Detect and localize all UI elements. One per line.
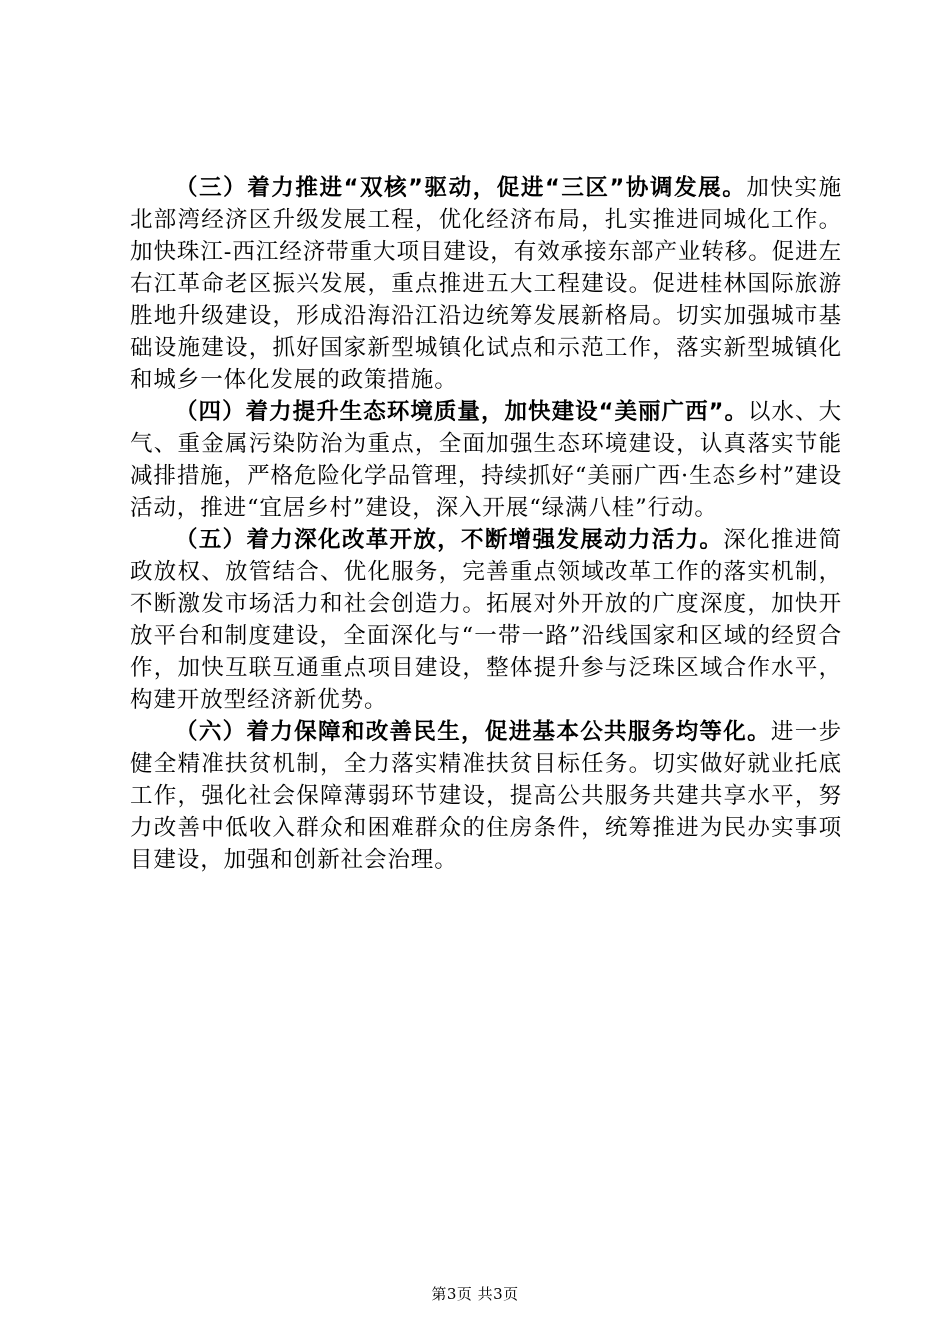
paragraph-section-5 <box>130 524 842 716</box>
section-heading: （四）着力提升生态环境质量，加快建设“美丽广西”。 <box>175 399 748 425</box>
section-heading: （五）着力深化改革开放，不断增强发展动力活力。 <box>175 527 724 553</box>
page-number-footer: 第3页 共3页 <box>431 1285 519 1303</box>
paragraph-section-3 <box>130 172 842 396</box>
section-heading: （三）着力推进“双核”驱动，促进“三区”协调发展。 <box>175 175 747 201</box>
section-body: 加快实施北部湾经济区升级发展工程，优化经济布局，扎实推进同城化工作。加快珠江-西江经济带重大项目建设，有效承接东部产业转移。促进左右江革命老区振兴发展，重点推进五大工程建设。促进桂林国际旅游胜地升级建设，形成沿海沿江沿边统筹发展新格局。切实加强城市基础设施建设，抓好国家新型城镇化试点和示范工作，落实新型城镇化和城乡一体化发展的政策措施。 <box>130 175 842 393</box>
document-body <box>130 172 842 876</box>
section-body: 深化推进简政放权、放管结合、优化服务，完善重点领域改革工作的落实机制，不断激发市场活力和社会创造力。拓展对外开放的广度深度，加快开放平台和制度建设，全面深化与“一带一路”沿线国家和区域的经贸合作，加快互联互通重点项目建设，整体提升参与泛珠区域合作水平，构建开放型经济新优势。 <box>130 527 842 713</box>
paragraph-section-4 <box>130 396 842 524</box>
section-body: 进一步健全精准扶贫机制，全力落实精准扶贫目标任务。切实做好就业托底工作，强化社会保障薄弱环节建设，提高公共服务共建共享水平，努力改善中低收入群众和困难群众的住房条件，统筹推进为民办实事项目建设，加强和创新社会治理。 <box>130 719 842 873</box>
section-heading: （六）着力保障和改善民生，促进基本公共服务均等化。 <box>175 719 771 745</box>
section-body: 以水、大气、重金属污染防治为重点，全面加强生态环境建设，认真落实节能减排措施，严格危险化学品管理，持续抓好“美丽广西·生态乡村”建设活动，推进“宜居乡村”建设，深入开展“绿满八桂”行动。 <box>130 399 842 521</box>
paragraph-section-6 <box>130 716 842 876</box>
